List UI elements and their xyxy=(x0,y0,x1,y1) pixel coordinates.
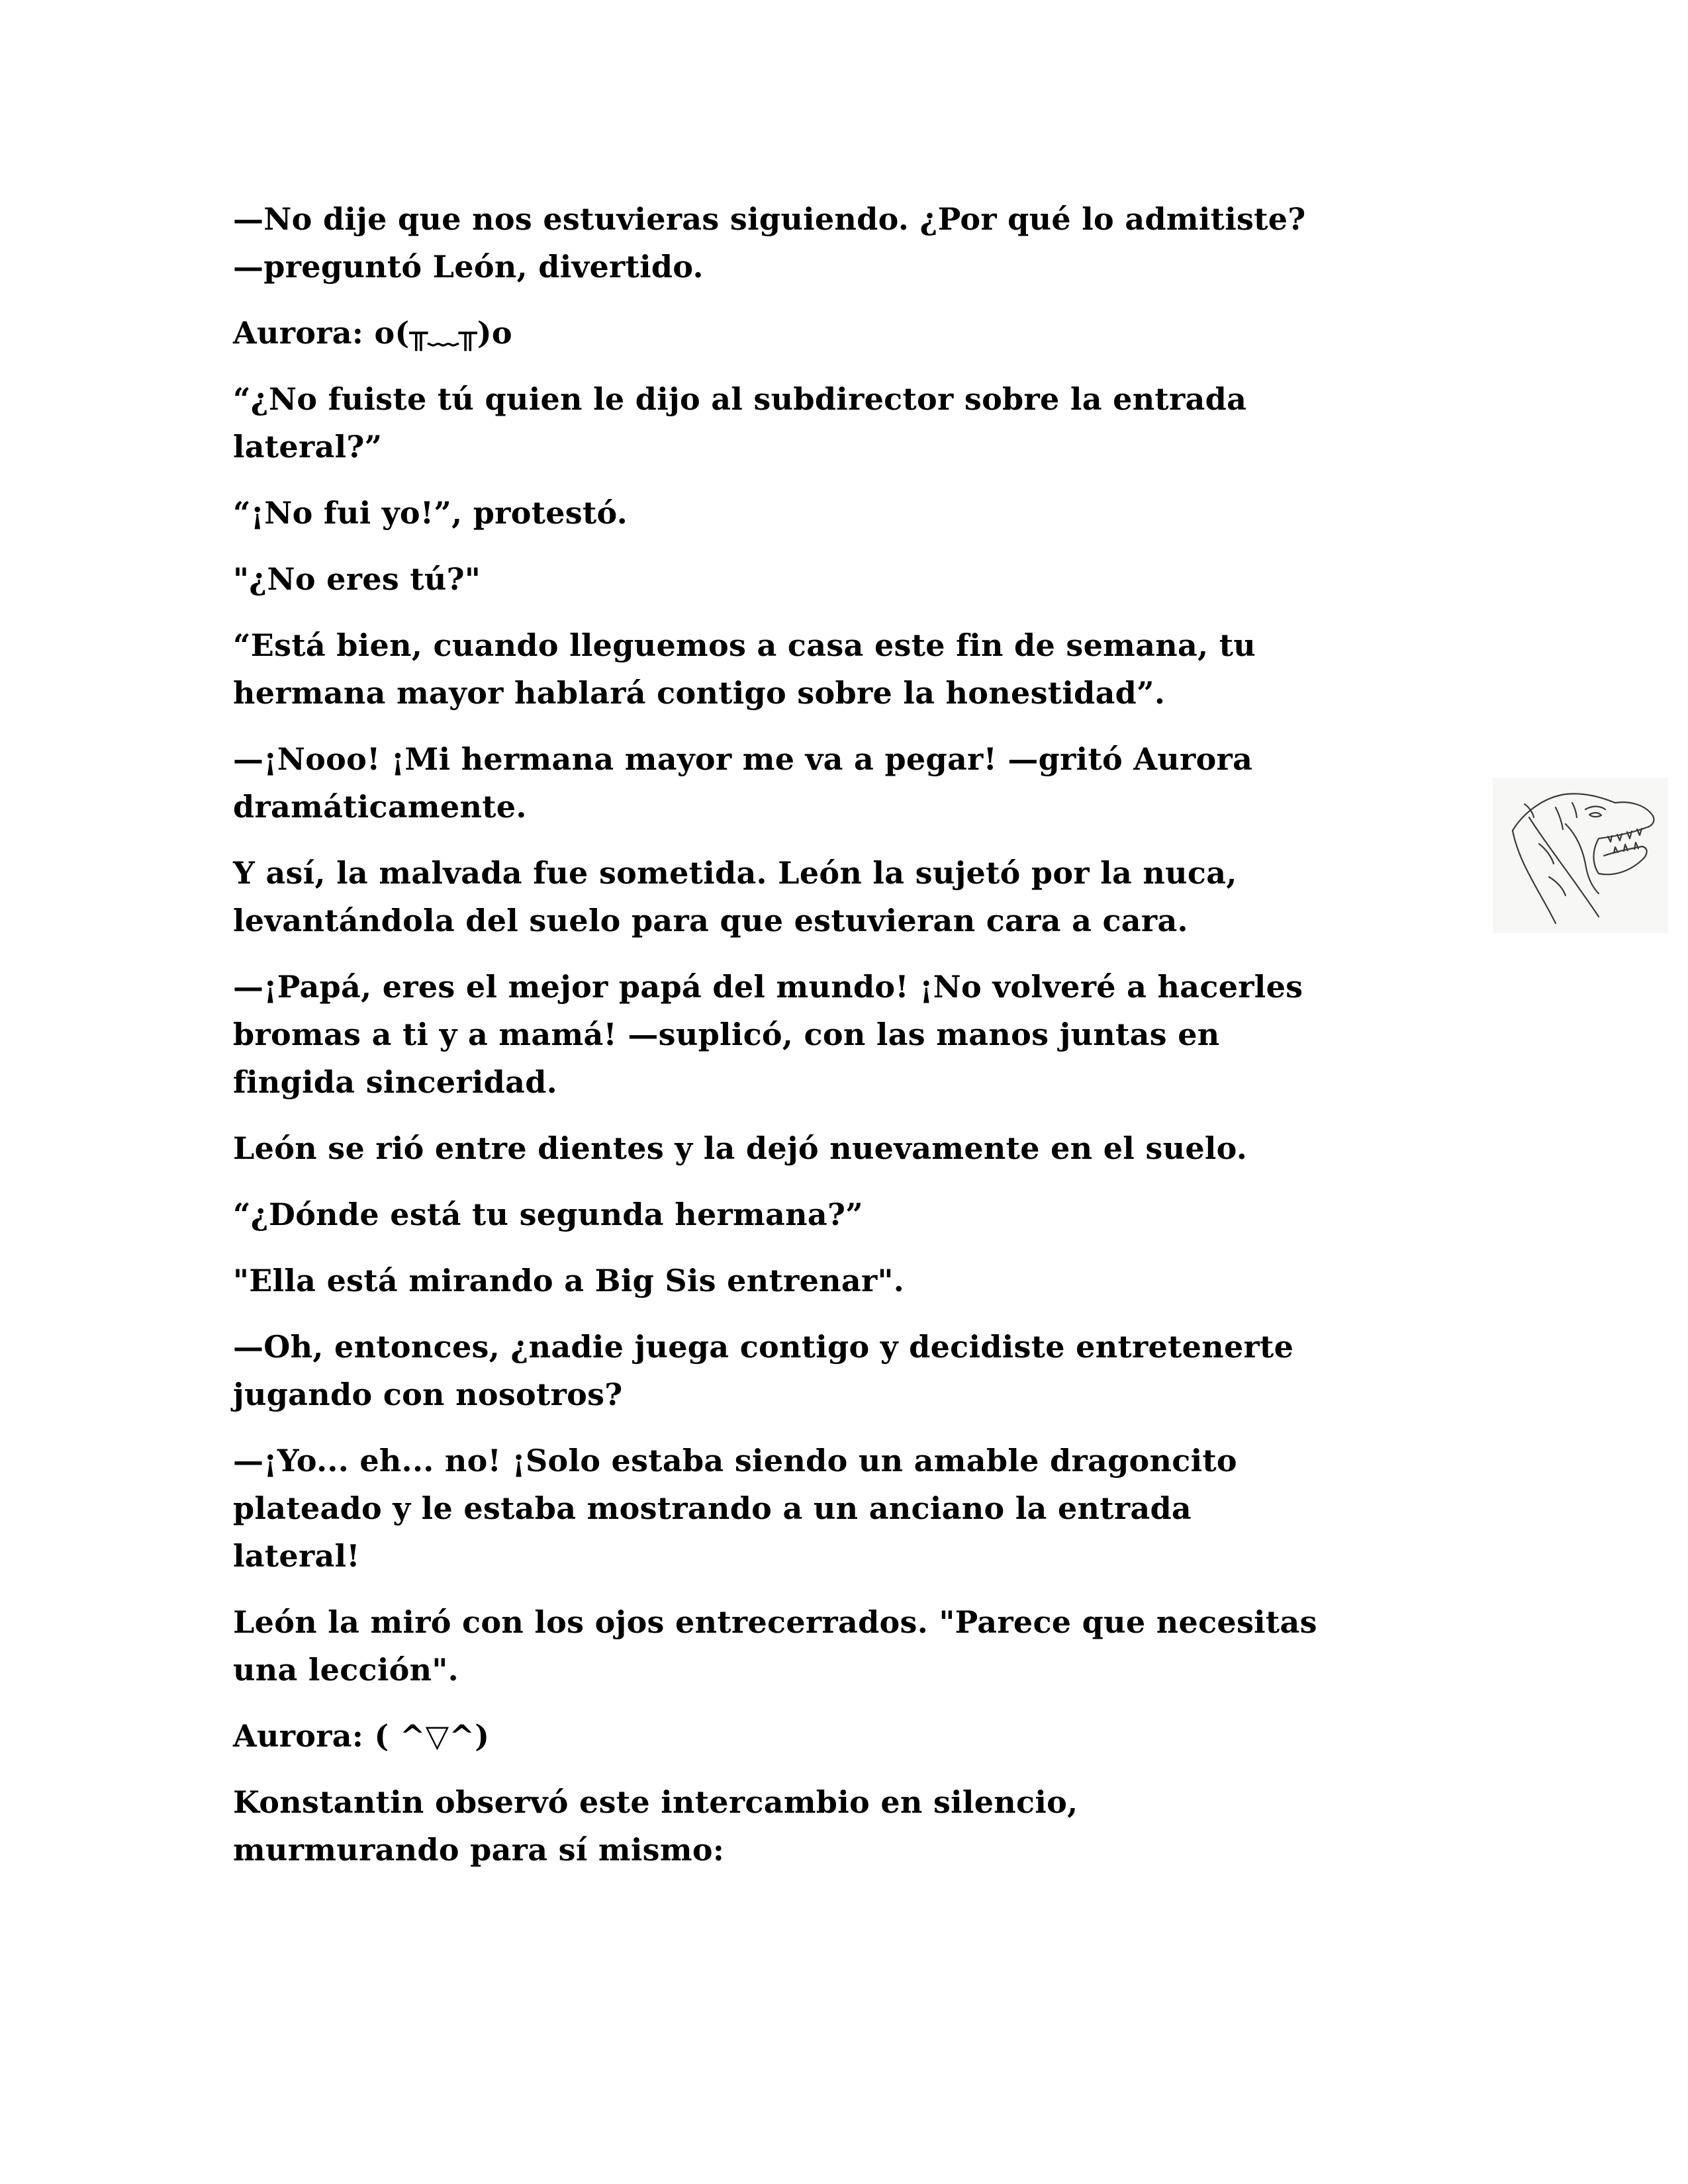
paragraph xyxy=(233,1598,1477,1694)
text-line: jugando con nosotros? xyxy=(233,1377,623,1412)
text-line: León la miró con los ojos entrecerrados. "Parece que necesitas xyxy=(233,1604,1317,1640)
text-line: "¿No eres tú?" xyxy=(233,561,481,597)
text-line: una lección". xyxy=(233,1652,459,1688)
text-line: fingida sinceridad. xyxy=(233,1064,557,1100)
text-line: —¡Papá, eres el mejor papá del mundo! ¡No volveré a hacerles xyxy=(233,969,1303,1005)
text-line: lateral! xyxy=(233,1538,360,1574)
text-line: —Oh, entonces, ¿nadie juega contigo y decidiste entretenerte xyxy=(233,1329,1294,1365)
paragraph xyxy=(233,1712,1477,1760)
text-line: —¡Yo... eh... no! ¡Solo estaba siendo un amable dragoncito xyxy=(233,1443,1237,1479)
text-line: “¿Dónde está tu segunda hermana?” xyxy=(233,1197,864,1232)
text-line: Aurora: ( ^▽^) xyxy=(233,1718,490,1754)
text-line: Konstantin observó este intercambio en silencio, xyxy=(233,1784,1078,1820)
text-line: “Está bien, cuando lleguemos a casa este fin de semana, tu xyxy=(233,627,1256,663)
text-line: plateado y le estaba mostrando a un anciano la entrada xyxy=(233,1490,1192,1526)
text-line: levantándola del suelo para que estuvieran cara a cara. xyxy=(233,903,1188,938)
text-line: lateral?” xyxy=(233,429,383,465)
text-line: “¡No fui yo!”, protestó. xyxy=(233,495,628,531)
paragraph xyxy=(233,735,1477,831)
paragraph xyxy=(233,195,1477,291)
paragraph xyxy=(233,1323,1477,1418)
paragraph xyxy=(233,621,1477,717)
paragraph xyxy=(233,1778,1477,1874)
paragraph xyxy=(233,489,1477,537)
paragraph xyxy=(233,1437,1477,1580)
paragraph xyxy=(233,1124,1477,1172)
text-line: León se rió entre dientes y la dejó nuevamente en el suelo. xyxy=(233,1130,1248,1166)
text-line: "Ella está mirando a Big Sis entrenar". xyxy=(233,1263,905,1298)
text-line: murmurando para sí mismo: xyxy=(233,1832,725,1868)
text-line: —¡Nooo! ¡Mi hermana mayor me va a pegar! —gritó Aurora xyxy=(233,741,1253,777)
text-line: bromas a ti y a mamá! —suplicó, con las manos juntas en xyxy=(233,1017,1220,1052)
paragraph xyxy=(233,1257,1477,1304)
dinosaur-head-sketch-icon xyxy=(1493,778,1668,933)
text-line: “¿No fuiste tú quien le dijo al subdirector sobre la entrada xyxy=(233,381,1247,417)
text-line: Y así, la malvada fue sometida. León la sujetó por la nuca, xyxy=(233,855,1237,891)
text-line: Aurora: o(╥﹏╥)o xyxy=(233,315,512,351)
paragraph xyxy=(233,309,1477,357)
text-line: —No dije que nos estuvieras siguiendo. ¿Por qué lo admitiste? xyxy=(233,201,1306,237)
text-line: hermana mayor hablará contigo sobre la honestidad”. xyxy=(233,675,1166,711)
paragraph xyxy=(233,555,1477,603)
text-line: —preguntó León, divertido. xyxy=(233,249,704,285)
paragraph xyxy=(233,963,1477,1106)
paragraph xyxy=(233,375,1477,471)
document-body xyxy=(233,195,1477,1892)
paragraph xyxy=(233,1191,1477,1238)
paragraph xyxy=(233,849,1477,944)
text-line: dramáticamente. xyxy=(233,789,527,825)
